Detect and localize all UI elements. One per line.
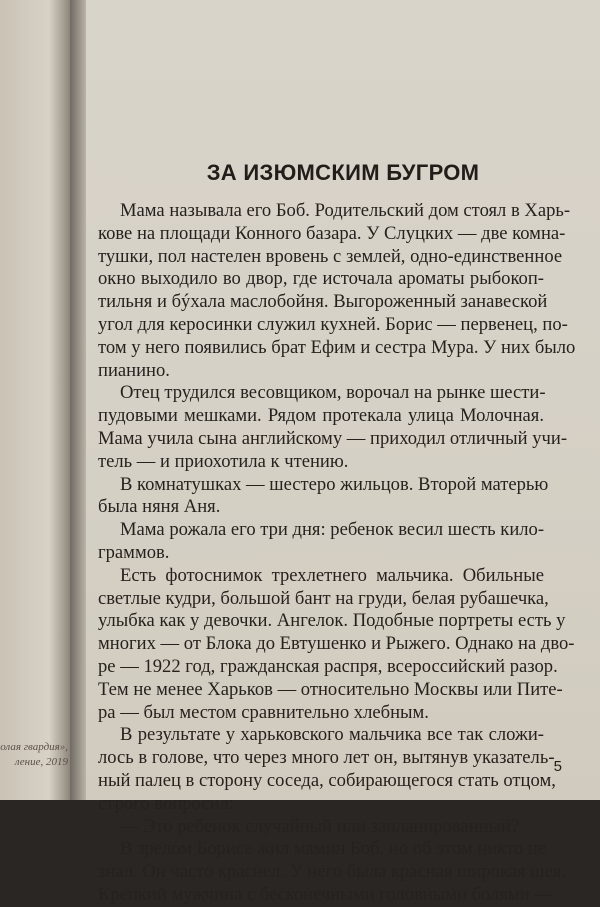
text-line: В результате у харьковского мальчика все так сложи-: [120, 724, 544, 746]
text-line: ра — был местом сравнительно хлебным.: [98, 701, 429, 723]
text-line: тель — и приохотила к чтению.: [98, 450, 349, 472]
text-line: граммов.: [98, 541, 170, 563]
text-line: кове на площади Конного базара. У Слуцких — две комна-: [98, 222, 566, 244]
text-line: светлые кудри, большой бант на груди, белая рубашечка,: [98, 587, 549, 609]
text-line: тушки, пол настелен вровень с землей, одно-единственное: [98, 245, 563, 267]
text-line: многих — от Блока до Евтушенко и Рыжего. Однако на дво-: [98, 633, 575, 655]
text-line: В зрелом Борисе жил мамин Боб, но об этом никто не: [120, 838, 547, 860]
text-line: — Это ребенок случайный или запланированный?: [120, 815, 520, 837]
text-line: Мама учила сына английскому — приходил отличный учи-: [98, 427, 568, 449]
text-line: В комнатушках — шестеро жильцов. Второй матерью: [120, 473, 549, 495]
text-line: пианино.: [98, 359, 170, 381]
text-line: ный палец в сторону соседа, собирающегося стать отцом,: [98, 769, 556, 791]
text-line: Отец трудился весовщиком, ворочал на рынке шести-: [120, 382, 546, 404]
text-line: Крепкий мужчина с бесконечными головными болями —: [98, 883, 553, 905]
text-line: строго вопросил:: [98, 792, 234, 814]
book-gutter: [70, 0, 86, 800]
text-line: тильня и бýхала маслобойня. Выгороженный занавеской: [98, 291, 548, 313]
facing-page-line: ление, 2019: [14, 756, 68, 768]
page-number: 5: [553, 758, 562, 775]
text-line: ре — 1922 год, гражданская распря, всероссийский разор.: [98, 655, 558, 677]
facing-page-edge: [0, 0, 70, 800]
text-line: знал. Он часто краснел. У него была красная широкая шея.: [98, 861, 566, 883]
text-line: Мама называла его Боб. Родительский дом стоял в Харь-: [120, 200, 571, 221]
facing-page-imprint: [0, 740, 70, 770]
chapter-title: ЗА ИЗЮМСКИМ БУГРОМ: [206, 160, 480, 185]
facing-page-line: олая гвардия»,: [0, 741, 68, 753]
text-line: лось в голове, что через много лет он, вытянув указатель-: [98, 747, 555, 769]
text-line: угол для керосинки служил кухней. Борис — первенец, по-: [98, 313, 568, 335]
text-line: улыбка как у девочки. Ангелок. Подобные портреты есть у: [98, 610, 566, 632]
text-line: окно выходило во двор, где источала ароматы рыбокоп-: [98, 268, 544, 290]
text-line: Тем не менее Харьков — относительно Москвы или Пите-: [98, 678, 563, 700]
book-page: [86, 0, 600, 905]
text-line: Есть фотоснимок трехлетнего мальчика. Обильные: [120, 564, 544, 586]
text-line: была няня Аня.: [98, 496, 221, 518]
text-line: пудовыми мешками. Рядом протекала улица Молочная.: [98, 405, 544, 427]
text-line: Мама рожала его три дня: ребенок весил шесть кило-: [120, 519, 545, 541]
chapter-body: [98, 200, 576, 907]
text-line: том у него появились брат Ефим и сестра Мура. У них было: [98, 336, 576, 358]
